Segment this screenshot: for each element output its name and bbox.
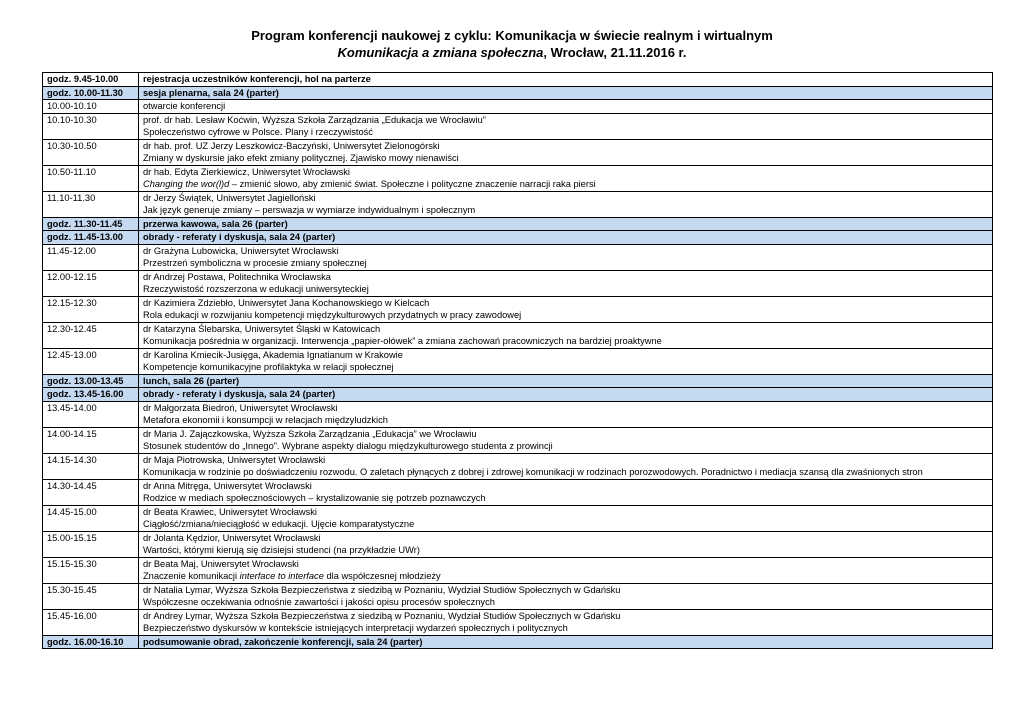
table-row: [43, 139, 993, 165]
time-cell: 14.15-14.30: [43, 453, 139, 479]
description-line-speaker: [143, 218, 988, 231]
description-line-speaker: [143, 584, 988, 597]
text-segment: Komunikacja pośrednia w organizacji. Interwencja „papier-ołówek” a zmiana zachowań pracowniczych na bardziej proaktywne: [143, 336, 662, 346]
table-row: [43, 296, 993, 322]
description-line-speaker: [143, 636, 988, 649]
text-segment: dr Maria J. Zajączkowska, Wyższa Szkoła Zarządzania „Edukacja” we Wrocławiu: [143, 428, 477, 439]
time-cell: 11.10-11.30: [43, 191, 139, 217]
text-segment: dr Andrey Lymar, Wyższa Szkoła Bezpieczeństwa z siedzibą w Poznaniu, Wydział Studiów Społecznych w Gdańsku: [143, 610, 621, 621]
session-row: [43, 86, 993, 100]
document-header: [0, 27, 1024, 61]
time-cell: 12.15-12.30: [43, 296, 139, 322]
text-segment: dr Katarzyna Ślebarska, Uniwersytet Śląski w Katowicach: [143, 323, 381, 334]
description-cell: [139, 86, 993, 100]
table-row: [43, 73, 993, 87]
text-segment: Rzeczywistość rozszerzona w edukacji uniwersyteckiej: [143, 284, 369, 294]
table-row: [43, 453, 993, 479]
description-cell: [139, 453, 993, 479]
table-row: [43, 191, 993, 217]
time-cell: godz. 9.45-10.00: [43, 73, 139, 87]
description-line-speaker: [143, 271, 988, 284]
text-segment: Rodzice w mediach społecznościowych – krystalizowanie się potrzeb poznawczych: [143, 493, 486, 503]
description-cell: [139, 557, 993, 583]
text-segment: dr hab. Edyta Zierkiewicz, Uniwersytet Wrocławski: [143, 166, 351, 177]
description-line-speaker: [143, 454, 988, 467]
description-cell: [139, 348, 993, 374]
description-line-speaker: [143, 375, 988, 388]
table-row: [43, 505, 993, 531]
session-row: [43, 231, 993, 245]
description-line-topic: [143, 335, 988, 348]
description-cell: [139, 374, 993, 388]
text-segment: Znaczenie komunikacji: [143, 571, 240, 581]
description-line-speaker: [143, 192, 988, 205]
table-row: [43, 479, 993, 505]
text-segment: Ciągłość/zmiana/nieciągłość w edukacji. Ujęcie komparatystyczne: [143, 519, 415, 529]
time-cell: 12.30-12.45: [43, 322, 139, 348]
time-cell: godz. 10.00-11.30: [43, 86, 139, 100]
time-cell: godz. 13.00-13.45: [43, 374, 139, 388]
session-row: [43, 635, 993, 649]
text-segment: dr Kazimiera Zdziebło, Uniwersytet Jana Kochanowskiego w Kielcach: [143, 297, 430, 308]
time-cell: 13.45-14.00: [43, 401, 139, 427]
session-row: [43, 374, 993, 388]
text-segment: dr hab. prof. UZ Jerzy Leszkowicz-Baczyński, Uniwersytet Zielonogórski: [143, 140, 440, 151]
subtitle-italic: Komunikacja a zmiana społeczna: [337, 45, 544, 60]
document-subtitle: [0, 44, 1024, 61]
time-cell: godz. 11.30-11.45: [43, 217, 139, 231]
description-line-speaker: [143, 610, 988, 623]
description-line-speaker: [143, 114, 988, 127]
table-row: [43, 557, 993, 583]
table-row: [43, 322, 993, 348]
document-title: Program konferencji naukowej z cyklu: Komunikacja w świecie realnym i wirtualnym: [251, 28, 773, 43]
description-line-topic: [143, 257, 988, 270]
description-line-topic: [143, 204, 988, 217]
text-segment: dr Jolanta Kędzior, Uniwersytet Wrocławski: [143, 532, 321, 543]
description-line-topic: [143, 283, 988, 296]
table-row: [43, 244, 993, 270]
description-cell: [139, 270, 993, 296]
subtitle-rest: , Wrocław, 21.11.2016 r.: [543, 45, 687, 60]
table-row: [43, 531, 993, 557]
text-segment: dr Beata Maj, Uniwersytet Wrocławski: [143, 558, 299, 569]
description-line-topic: [143, 492, 988, 505]
description-line-speaker: [143, 558, 988, 571]
text-segment: obrady - referaty i dyskusja, sala 24 (parter): [143, 232, 336, 242]
text-segment: dr Andrzej Postawa, Politechnika Wrocławska: [143, 271, 331, 282]
time-cell: 12.00-12.15: [43, 270, 139, 296]
description-line-topic: [143, 178, 988, 191]
time-cell: 15.45-16.00: [43, 609, 139, 635]
description-cell: [139, 322, 993, 348]
text-segment: dr Beata Krawiec, Uniwersytet Wrocławski: [143, 506, 317, 517]
text-segment: przerwa kawowa, sala 26 (parter): [143, 218, 288, 229]
text-segment: Metafora ekonomii i konsumpcji w relacjach międzyludzkich: [143, 415, 388, 425]
text-segment: Bezpieczeństwo dyskursów w kontekście istniejących interpretacji wydarzeń społecznych i politycznych: [143, 623, 568, 633]
table-row: [43, 401, 993, 427]
description-cell: [139, 231, 993, 245]
description-cell: [139, 388, 993, 402]
description-cell: [139, 100, 993, 114]
text-segment: dr Małgorzata Biedroń, Uniwersytet Wrocławski: [143, 402, 338, 413]
text-segment: sesja plenarna, sala 24 (parter): [143, 87, 279, 98]
description-line-topic: [143, 152, 988, 165]
table-row: [43, 100, 993, 114]
time-cell: 10.00-10.10: [43, 100, 139, 114]
program-table: [42, 72, 993, 649]
text-segment: otwarcie konferencji: [143, 101, 226, 111]
description-cell: [139, 73, 993, 87]
description-line-topic: [143, 440, 988, 453]
description-cell: [139, 531, 993, 557]
description-cell: [139, 113, 993, 139]
table-row: [43, 270, 993, 296]
description-line-topic: [143, 544, 988, 557]
text-segment: Rola edukacji w rozwijaniu kompetencji międzykulturowych przydatnych w pracy zawodowej: [143, 310, 522, 320]
time-cell: godz. 13.45-16.00: [43, 388, 139, 402]
time-cell: godz. 11.45-13.00: [43, 231, 139, 245]
description-line-topic: [143, 570, 988, 583]
time-cell: 12.45-13.00: [43, 348, 139, 374]
description-line-speaker: [143, 428, 988, 441]
description-line-speaker: [143, 480, 988, 493]
description-cell: [139, 635, 993, 649]
text-segment: dr Jerzy Świątek, Uniwersytet Jagielloński: [143, 192, 316, 203]
description-line-speaker: [143, 140, 988, 153]
table-row: [43, 427, 993, 453]
text-segment: dr Natalia Lymar, Wyższa Szkoła Bezpieczeństwa z siedzibą w Poznaniu, Wydział Studiów Społecznych w Gdańsku: [143, 584, 621, 595]
description-line-speaker: [143, 532, 988, 545]
description-cell: [139, 191, 993, 217]
text-segment: dr Grażyna Lubowicka, Uniwersytet Wrocławski: [143, 245, 339, 256]
description-line-topic: [143, 622, 988, 635]
text-segment: obrady - referaty i dyskusja, sala 24 (parter): [143, 389, 336, 399]
program-table-body: [43, 73, 993, 649]
time-cell: 10.50-11.10: [43, 165, 139, 191]
table-row: [43, 165, 993, 191]
table-row: [43, 348, 993, 374]
description-cell: [139, 427, 993, 453]
description-line-topic: [143, 466, 988, 479]
time-cell: 14.30-14.45: [43, 479, 139, 505]
time-cell: 14.00-14.15: [43, 427, 139, 453]
time-cell: godz. 16.00-16.10: [43, 635, 139, 649]
description-line-topic: [143, 126, 988, 139]
text-segment: Społeczeństwo cyfrowe w Polsce. Plany i rzeczywistość: [143, 127, 373, 137]
time-cell: 15.15-15.30: [43, 557, 139, 583]
description-line-speaker: [143, 73, 988, 86]
time-cell: 15.00-15.15: [43, 531, 139, 557]
description-line-speaker: [143, 323, 988, 336]
time-cell: 11.45-12.00: [43, 244, 139, 270]
table-row: [43, 609, 993, 635]
description-cell: [139, 244, 993, 270]
text-segment: interface to interface: [239, 571, 324, 581]
description-cell: [139, 217, 993, 231]
description-line-speaker: [143, 297, 988, 310]
session-row: [43, 388, 993, 402]
table-row: [43, 583, 993, 609]
description-line-topic: [143, 309, 988, 322]
text-segment: lunch, sala 26 (parter): [143, 375, 240, 386]
description-line-topic: [143, 414, 988, 427]
time-cell: 14.45-15.00: [43, 505, 139, 531]
text-segment: Stosunek studentów do „Innego”. Wybrane aspekty dialogu międzykulturowego studenta z prowincji: [143, 441, 553, 451]
description-cell: [139, 296, 993, 322]
description-line-speaker: [143, 100, 988, 113]
description-line-speaker: [143, 402, 988, 415]
description-line-topic: [143, 596, 988, 609]
table-row: [43, 113, 993, 139]
description-line-speaker: [143, 388, 988, 401]
text-segment: Changing the wor(l)d: [143, 179, 230, 189]
text-segment: dla współczesnej młodzieży: [323, 571, 441, 581]
text-segment: dr Anna Mitręga, Uniwersytet Wrocławski: [143, 480, 312, 491]
description-line-speaker: [143, 349, 988, 362]
text-segment: Kompetencje komunikacyjne profilaktyka w relacji społecznej: [143, 362, 394, 372]
text-segment: Przestrzeń symboliczna w procesie zmiany społecznej: [143, 258, 367, 268]
description-cell: [139, 401, 993, 427]
text-segment: – zmienić słowo, aby zmienić świat. Społeczne i polityczne znaczenie narracji raka piersi: [229, 179, 596, 189]
time-cell: 10.30-10.50: [43, 139, 139, 165]
text-segment: dr Karolina Kmiecik-Jusięga, Akademia Ignatianum w Krakowie: [143, 349, 403, 360]
description-cell: [139, 139, 993, 165]
description-line-speaker: [143, 231, 988, 244]
text-segment: Współczesne oczekiwania odnośnie zawartości i jakości opisu procesów społecznych: [143, 597, 495, 607]
text-segment: dr Maja Piotrowska, Uniwersytet Wrocławski: [143, 454, 326, 465]
description-cell: [139, 609, 993, 635]
text-segment: Jak język generuje zmiany – perswazja w wymiarze indywidualnym i społecznym: [143, 205, 476, 215]
description-line-topic: [143, 361, 988, 374]
time-cell: 10.10-10.30: [43, 113, 139, 139]
text-segment: Zmiany w dyskursie jako efekt zmiany politycznej. Zjawisko mowy nienawiści: [143, 153, 459, 163]
description-cell: [139, 165, 993, 191]
description-line-speaker: [143, 87, 988, 100]
text-segment: rejestracja uczestników konferencji, hol na parterze: [143, 74, 371, 84]
text-segment: Wartości, którymi kierują się dzisiejsi studenci (na przykładzie UWr): [143, 545, 420, 555]
description-line-topic: [143, 518, 988, 531]
time-cell: 15.30-15.45: [43, 583, 139, 609]
description-cell: [139, 505, 993, 531]
text-segment: prof. dr hab. Lesław Koćwin, Wyższa Szkoła Zarządzania „Edukacja we Wrocławiu”: [143, 114, 486, 125]
text-segment: Komunikacja w rodzinie po doświadczeniu rozwodu. O zaletach płynących z dobrej i zdrowej komunikacji w rodzinach porozwodowych. Poradnictwo i mediacja szansą dla zwaśnionych stron: [143, 467, 923, 477]
description-line-speaker: [143, 506, 988, 519]
text-segment: podsumowanie obrad, zakończenie konferencji, sala 24 (parter): [143, 636, 423, 647]
description-line-speaker: [143, 166, 988, 179]
description-cell: [139, 583, 993, 609]
description-line-speaker: [143, 245, 988, 258]
session-row: [43, 217, 993, 231]
description-cell: [139, 479, 993, 505]
